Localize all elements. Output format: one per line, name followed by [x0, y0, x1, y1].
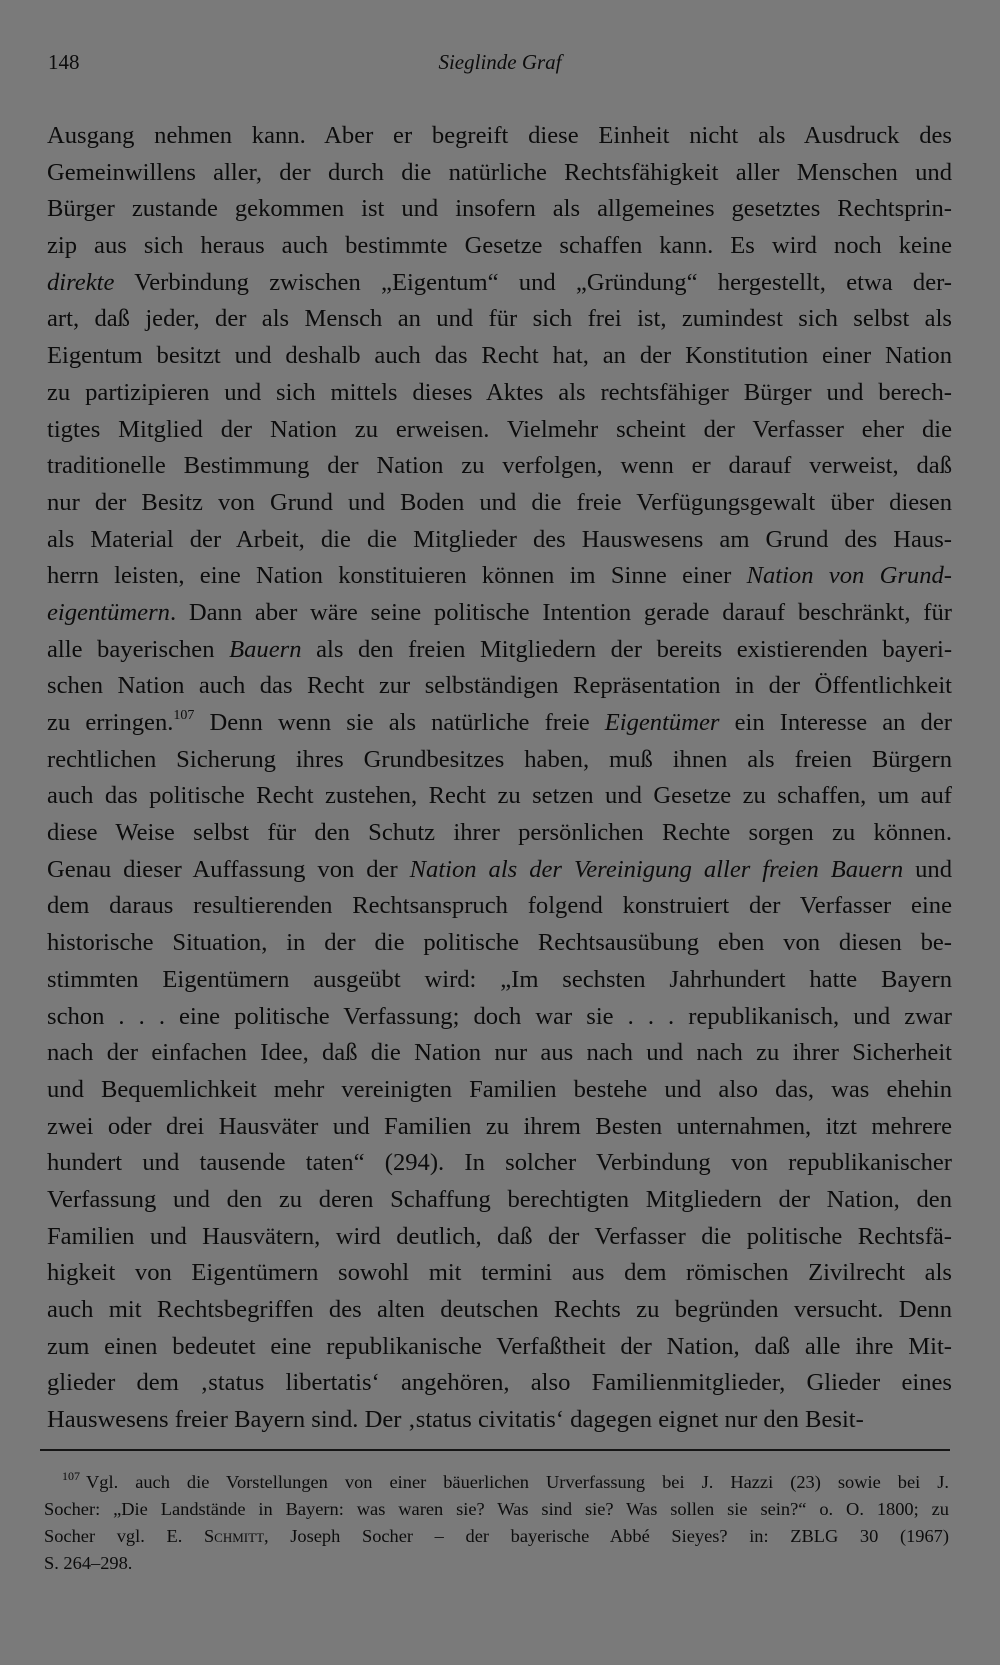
- footnote-line: S. 264–298.: [44, 1553, 133, 1573]
- text-line: Verfassung und den zu deren Schaffung berechtigten Mitgliedern der Nation, den: [47, 1185, 952, 1213]
- text-line: zum einen bedeutet eine republikanische Verfaßtheit der Nation, daß alle ihre Mit-: [47, 1332, 952, 1360]
- text-line: diese Weise selbst für den Schutz ihrer persönlichen Rechte sorgen zu können.: [47, 819, 952, 847]
- text-line: tigtes Mitglied der Nation zu erweisen. Vielmehr scheint der Verfasser eher die: [47, 415, 952, 443]
- text-line: historische Situation, in der die politische Rechtsausübung eben von diesen be-: [47, 929, 952, 957]
- text-line: hundert und tausende taten“ (294). In solcher Verbindung von republikanischer: [47, 1149, 952, 1177]
- text-line: zip aus sich heraus auch bestimmte Gesetze schaffen kann. Es wird noch keine: [47, 232, 952, 260]
- page-header: [48, 46, 952, 82]
- page-number: 148: [48, 50, 80, 74]
- text-line: schen Nation auch das Recht zur selbständigen Repräsentation in der Öffentlichkeit: [47, 672, 952, 700]
- text-line: und Bequemlichkeit mehr vereinigten Familien bestehe und also das, was ehehin: [47, 1075, 952, 1103]
- text-line: Eigentum besitzt und deshalb auch das Recht hat, an der Konstitution einer Nation: [47, 342, 952, 370]
- text-line: rechtlichen Sicherung ihres Grundbesitzes haben, muß ihnen als freien Bürgern: [47, 745, 952, 773]
- footnote-number: 107: [62, 1469, 80, 1483]
- text-line: schon . . . eine politische Verfassung; doch war sie . . . republikanisch, und zwar: [47, 1002, 952, 1030]
- text-line: Bürger zustande gekommen ist und insofern als allgemeines gesetztes Rechtsprin-: [47, 195, 952, 223]
- italic-emphasis: Nation als der Vereinigung aller freien Bauern: [409, 855, 904, 883]
- text-line: Hauswesens freier Bayern sind. Der ‚status civitatis‘ dagegen eignet nur den Besit-: [47, 1406, 864, 1434]
- italic-emphasis: Eigentümer: [604, 709, 720, 736]
- italic-emphasis: Nation von Grund-: [746, 562, 952, 590]
- text-line: art, daß jeder, der als Mensch an und für sich frei ist, zumindest sich selbst als: [47, 305, 952, 333]
- footnote-line: Socher vgl. E. Schmitt, Joseph Socher – der bayerische Abbé Sieyes? in: ZBLG 30 (1967): [44, 1526, 949, 1546]
- text-line: als Material der Arbeit, die die Mitglieder des Hauswesens am Grund des Haus-: [47, 525, 952, 553]
- italic-emphasis: eigentümern: [47, 598, 170, 626]
- footnote-line: $^{107}$ Vgl. auch die Vorstellungen von einer bäuerlichen Urverfassung bei J. Hazzi (23) sowie bei J.: [62, 1469, 949, 1492]
- text-line: Familien und Hausvätern, wird deutlich, daß der Verfasser die politische Rechtsfä-: [47, 1222, 952, 1250]
- text-line: direkte Verbindung zwischen „Eigentum“ und „Gründung“ hergestellt, etwa der-: [47, 268, 952, 296]
- text-line: zu erringen.$^{107}$ Denn wenn sie als natürliche freie Eigentümer ein Interesse an der: [47, 708, 952, 736]
- author-name: Schmitt: [203, 1526, 265, 1546]
- text-line: stimmten Eigentümern ausgeübt wird: „Im sechsten Jahrhundert hatte Bayern: [47, 965, 952, 993]
- footnote: [44, 1469, 949, 1577]
- text-line: Gemeinwillens aller, der durch die natürliche Rechtsfähigkeit aller Menschen und: [47, 158, 952, 186]
- footnote-line: Socher: „Die Landstände in Bayern: was waren sie? Was sind sie? Was sollen sie sein?“ o. O. 1800; zu: [44, 1499, 949, 1519]
- text-line: auch mit Rechtsbegriffen des alten deutschen Rechts zu begründen versucht. Denn: [47, 1296, 952, 1323]
- text-line: dem daraus resultierenden Rechtsanspruch folgend konstruiert der Verfasser eine: [47, 892, 952, 920]
- italic-emphasis: direkte: [47, 268, 115, 296]
- text-line: zwei oder drei Hausväter und Familien zu ihrem Besten unternahmen, itzt mehrere: [47, 1112, 952, 1140]
- running-head: Sieglinde Graf: [438, 50, 562, 74]
- text-line: glieder dem ‚status libertatis‘ angehören, also Familienmitglieder, Glieder eines: [47, 1369, 952, 1397]
- text-line: zu partizipieren und sich mittels dieses Aktes als rechtsfähiger Bürger und berech-: [47, 378, 952, 406]
- text-line: auch das politische Recht zustehen, Recht zu setzen und Gesetze zu schaffen, um auf: [47, 782, 952, 810]
- text-line: alle bayerischen Bauern als den freien Mitgliedern der bereits existierenden bayeri-: [47, 635, 953, 663]
- text-line: Genau dieser Auffassung von der Nation als der Vereinigung aller freien Bauern und: [47, 855, 952, 883]
- text-line: traditionelle Bestimmung der Nation zu verfolgen, wenn er darauf verweist, daß: [47, 452, 952, 480]
- body-text: [47, 118, 952, 1439]
- text-line: nur der Besitz von Grund und Boden und die freie Verfügungsgewalt über diesen: [47, 488, 952, 516]
- text-line: Ausgang nehmen kann. Aber er begreift diese Einheit nicht als Ausdruck des: [47, 122, 952, 149]
- text-line: higkeit von Eigentümern sowohl mit termini aus dem römischen Zivilrecht als: [47, 1259, 952, 1287]
- text-line: nach der einfachen Idee, daß die Nation nur aus nach und nach zu ihrer Sicherheit: [47, 1039, 952, 1067]
- footnote-reference[interactable]: 107: [173, 708, 195, 723]
- text-line: herrn leisten, eine Nation konstituieren können im Sinne einer Nation von Grund-: [47, 562, 952, 590]
- italic-emphasis: Bauern: [229, 635, 302, 663]
- text-line: eigentümern. Dann aber wäre seine politische Intention gerade darauf beschränkt, für: [47, 598, 952, 626]
- footnote-divider: [40, 1449, 950, 1451]
